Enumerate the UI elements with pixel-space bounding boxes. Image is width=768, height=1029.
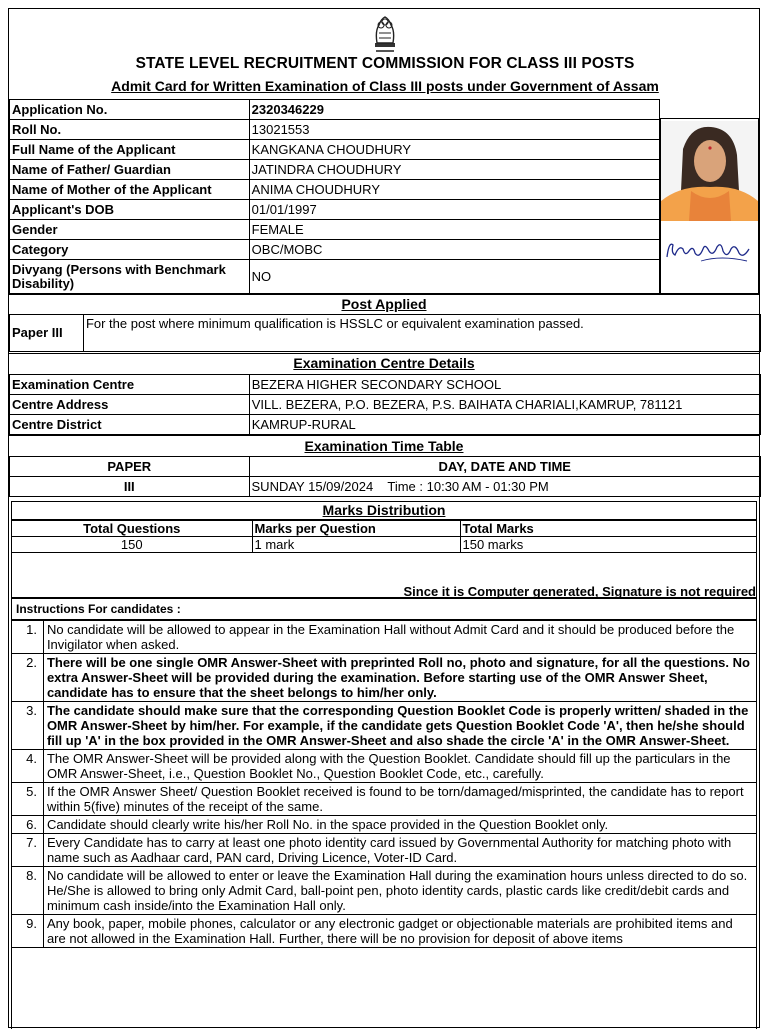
- marks-table: [12, 520, 756, 553]
- centre-heading: Examination Centre Details: [9, 353, 759, 373]
- instruction-text: No candidate will be allowed to appear in the Examination Hall without Admit Card and it should be produced before the Invigilator when asked.: [43, 621, 756, 654]
- instruction-item: [12, 816, 757, 834]
- post-table: [9, 314, 761, 352]
- applicant-field-label: Name of Father/ Guardian: [10, 160, 250, 180]
- instruction-number: 4.: [12, 750, 44, 783]
- centre-field-value: KAMRUP-RURAL: [249, 415, 760, 435]
- admit-card-subtitle: Admit Card for Written Examination of Class III posts under Government of Assam: [111, 78, 659, 94]
- instruction-number: 7.: [12, 834, 44, 867]
- marks-per-question: 1 mark: [252, 537, 460, 553]
- applicant-field-value: OBC/MOBC: [249, 240, 659, 260]
- marks-total-header: Total Marks: [460, 521, 756, 537]
- marks-total-questions-header: Total Questions: [12, 521, 252, 537]
- post-description: For the post where minimum qualification is HSSLC or equivalent examination passed.: [83, 315, 760, 352]
- photo-box: [660, 118, 759, 294]
- applicant-row: [10, 240, 660, 260]
- instruction-text: Any book, paper, mobile phones, calculator or any electronic gadget or objectionable materials are prohibited items and are not allowed in the Examination Hall. Further, there will be no provision for deposit of above items: [43, 915, 756, 948]
- applicant-row: [10, 260, 660, 294]
- instruction-text: There will be one single OMR Answer-Sheet with preprinted Roll no, photo and signature, for all the questions. No extra Answer-Sheet will be provided during the examination. Before starting use of the OMR Answer Sheet, candidate has to ensure that the sheet belongs to him/her only.: [43, 654, 756, 702]
- applicant-field-label: Gender: [10, 220, 250, 240]
- instructions-box: [11, 598, 757, 1029]
- commission-title: STATE LEVEL RECRUITMENT COMMISSION FOR CLASS III POSTS: [135, 55, 635, 72]
- timetable-heading: Examination Time Table: [9, 435, 759, 456]
- instruction-text: No candidate will be allowed to enter or leave the Examination Hall during the examination hours unless directed to do so. He/She is allowed to bring only Admit Card, ball-point pen, photo identity cards, plastic cards like credit/debit cards and minimum cash inside/into the Examination Hall only.: [43, 867, 756, 915]
- applicant-row: [10, 100, 660, 120]
- centre-field-value: BEZERA HIGHER SECONDARY SCHOOL: [249, 375, 760, 395]
- timetable-paper-header: PAPER: [10, 457, 250, 477]
- centre-field-value: VILL. BEZERA, P.O. BEZERA, P.S. BAIHATA CHARIALI,KAMRUP, 781121: [249, 395, 760, 415]
- applicant-table: [9, 99, 660, 294]
- instruction-number: 5.: [12, 783, 44, 816]
- national-emblem-icon: [367, 13, 403, 57]
- centre-row: [10, 375, 761, 395]
- centre-row: [10, 395, 761, 415]
- marks-per-question-header: Marks per Question: [252, 521, 460, 537]
- applicant-field-value: ANIMA CHOUDHURY: [249, 180, 659, 200]
- instruction-number: 1.: [12, 621, 44, 654]
- instruction-item: [12, 834, 757, 867]
- post-paper-label: Paper III: [10, 315, 84, 352]
- applicant-row: [10, 200, 660, 220]
- centre-row: [10, 415, 761, 435]
- instruction-item: [12, 621, 757, 654]
- applicant-field-value: KANGKANA CHOUDHURY: [249, 140, 659, 160]
- applicant-field-label: Applicant's DOB: [10, 200, 250, 220]
- applicant-signature: [661, 231, 758, 271]
- instruction-text: Every Candidate has to carry at least one photo identity card issued by Governmental Authority for matching photo with name such as Aadhaar card, PAN card, Driving Licence, Voter-ID Card.: [43, 834, 756, 867]
- applicant-row: [10, 120, 660, 140]
- applicant-field-value: 2320346229: [249, 100, 659, 120]
- instruction-number: 2.: [12, 654, 44, 702]
- marks-total-questions: 150: [12, 537, 252, 553]
- applicant-row: [10, 160, 660, 180]
- applicant-field-value: 13021553: [249, 120, 659, 140]
- applicant-field-label: Roll No.: [10, 120, 250, 140]
- applicant-field-label: Category: [10, 240, 250, 260]
- applicant-field-value: NO: [249, 260, 659, 294]
- applicant-field-label: Application No.: [10, 100, 250, 120]
- instruction-item: [12, 750, 757, 783]
- applicant-photo: [661, 121, 758, 221]
- instructions-table: [11, 620, 757, 948]
- centre-field-label: Centre District: [10, 415, 250, 435]
- timetable-paper: III: [10, 477, 250, 497]
- instruction-item: [12, 915, 757, 948]
- instruction-text: The OMR Answer-Sheet will be provided along with the Question Booklet. Candidate should fill up the particulars in the OMR Answer-Sheet, i.e., Question Booklet No., Question Booklet Code, etc., carefully.: [43, 750, 756, 783]
- instruction-number: 9.: [12, 915, 44, 948]
- marks-total: 150 marks: [460, 537, 756, 553]
- admit-card: [8, 8, 760, 1028]
- marks-heading: Marks Distribution: [12, 502, 756, 520]
- instruction-number: 3.: [12, 702, 44, 750]
- instruction-text: The candidate should make sure that the corresponding Question Booklet Code is properly written/ shaded in the OMR Answer-Sheet by him/her. For example, if the candidate gets Question Booklet Code 'A', then he/she should fill up 'A' in the box provided in the OMR Answer-Sheet and also shade the circle 'A' in the OMR Answer-Sheet.: [43, 702, 756, 750]
- applicant-field-label: Name of Mother of the Applicant: [10, 180, 250, 200]
- instruction-text: If the OMR Answer Sheet/ Question Booklet received is found to be torn/damaged/misprinted, the candidate has to report within 5(five) minutes of the receipt of the same.: [43, 783, 756, 816]
- timetable-datetime: SUNDAY 15/09/2024 Time : 10:30 AM - 01:30 PM: [249, 477, 760, 497]
- applicant-field-value: FEMALE: [249, 220, 659, 240]
- instruction-item: [12, 654, 757, 702]
- instruction-text: Candidate should clearly write his/her Roll No. in the space provided in the Question Booklet only.: [43, 816, 756, 834]
- marks-box: [11, 501, 757, 598]
- instruction-item: [12, 867, 757, 915]
- instruction-number: 8.: [12, 867, 44, 915]
- timetable-date-header: DAY, DATE AND TIME: [249, 457, 760, 477]
- post-applied-heading: Post Applied: [9, 294, 759, 314]
- applicant-row: [10, 140, 660, 160]
- applicant-field-value: 01/01/1997: [249, 200, 659, 220]
- instruction-number: 6.: [12, 816, 44, 834]
- applicant-field-label: Divyang (Persons with Benchmark Disability): [10, 260, 250, 294]
- centre-table: [9, 374, 761, 435]
- instruction-item: [12, 702, 757, 750]
- applicant-row: [10, 220, 660, 240]
- signature-note: Since it is Computer generated, Signature is not required: [403, 584, 756, 599]
- centre-field-label: Examination Centre: [10, 375, 250, 395]
- applicant-field-label: Full Name of the Applicant: [10, 140, 250, 160]
- instructions-heading: Instructions For candidates :: [12, 599, 756, 620]
- centre-field-label: Centre Address: [10, 395, 250, 415]
- instruction-item: [12, 783, 757, 816]
- timetable-table: [9, 456, 761, 497]
- applicant-field-value: JATINDRA CHOUDHURY: [249, 160, 659, 180]
- applicant-row: [10, 180, 660, 200]
